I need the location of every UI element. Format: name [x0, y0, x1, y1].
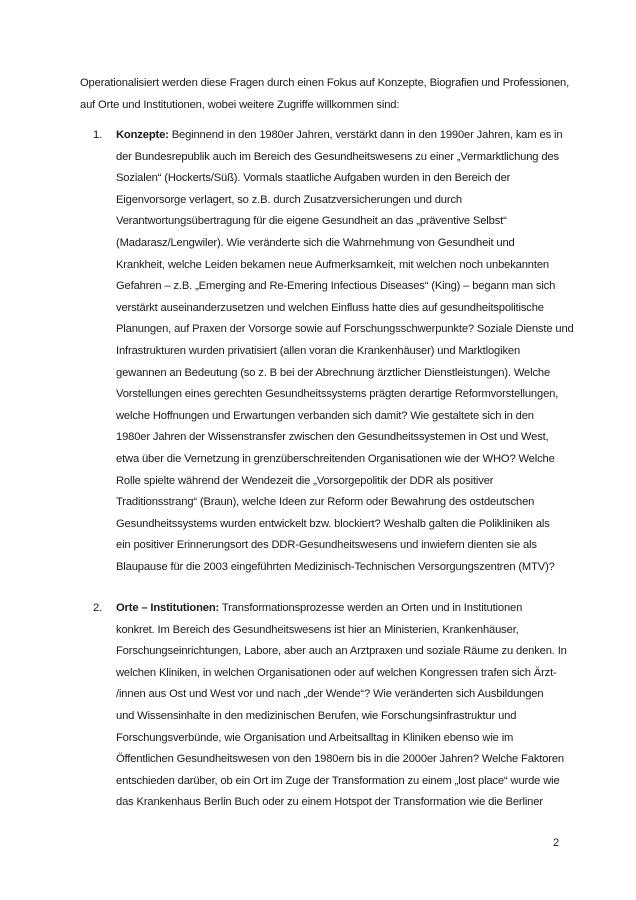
list-item-number: 2.	[93, 602, 103, 614]
list-item-line: Blaupause für die 2003 eingeführten Medizinisch-Technischen Versorgungszentren (MTV)?	[116, 561, 555, 573]
list-item-line: etwa über die Vernetzung in grenzüberschreitenden Organisationen wie der WHO? Welche	[116, 453, 555, 465]
list-item-line: entschieden darüber, ob ein Ort im Zuge der Transformation zu einem „lost place“ wurde wie	[116, 774, 560, 787]
list-item-line: Planungen, auf Praxen der Vorsorge sowie auf Forschungsschwerpunkte? Soziale Dienste und	[116, 323, 574, 336]
list-item-line: verstärkt auseinanderzusetzen und welchen Einfluss hatte dies auf gesundheitspolitische	[116, 301, 544, 314]
intro-line: Operationalisiert werden diese Fragen durch einen Fokus auf Konzepte, Biografien und Professionen,	[80, 77, 570, 89]
list-item-line: Rolle spielte während der Wendezeit die „Vorsorgepolitik der DDR als positiver	[116, 474, 494, 487]
list-item-line: konkret. Im Bereich des Gesundheitswesens ist hier an Ministerien, Krankenhäuser,	[116, 623, 519, 636]
list-item-text: Beginnend in den 1980er Jahren, verstärkt dann in den 1990er Jahren, kam es in	[168, 129, 563, 141]
list-item-line: ein positiver Erinnerungsort des DDR-Gesundheitswesens und inwiefern dienten sie als	[116, 539, 537, 552]
list-item-line: welche Hoffnungen und Erwartungen verbanden sich damit? Wie gestaltete sich in den	[116, 409, 534, 422]
list-item-line: gewannen an Bedeutung (so z. B bei der Abrechnung ärztlicher Dienstleistungen). Welche	[116, 366, 551, 379]
list-item-line: 1980er Jahren der Wissenstransfer zwischen den Gesundheitssystemen in Ost und West,	[116, 431, 549, 444]
list-item-line: und Wissensinhalte in den medizinischen Berufen, wie Forschungsinfrastruktur und	[116, 710, 517, 722]
list-item-line: der Bundesrepublik auch im Bereich des Gesundheitswesens zu einer „Vermarktlichung des	[116, 150, 559, 163]
page-number: 2	[553, 837, 560, 849]
list-item-line: Verantwortungsübertragung für die eigene Gesundheit an das „präventive Selbst“	[116, 215, 507, 228]
list-item-line: Traditionsstrang“ (Braun), welche Ideen zur Reform oder Bewahrung des ostdeutschen	[116, 496, 535, 509]
list-item-first-line	[116, 128, 562, 142]
list-item-first-line	[116, 601, 522, 615]
intro-line: auf Orte und Institutionen, wobei weitere Zugriffe willkommen sind:	[80, 99, 400, 111]
list-item-heading: Orte – Institutionen:	[116, 602, 220, 614]
list-item-heading: Konzepte:	[116, 129, 169, 141]
list-item-line: welchen Kliniken, in welchen Organisationen oder auf welchen Kongressen trafen sich Ärzt-	[116, 666, 557, 679]
list-item-line: Öffentlichen Gesundheitswesen von den 1980ern bis in die 2000er Jahren? Welche Faktoren	[116, 753, 565, 766]
list-item-line: Forschungsverbünde, wie Organisation und Arbeitsalltag in Kliniken ebenso wie im	[116, 731, 514, 744]
list-item-text: Transformationsprozesse werden an Orten und in Institutionen	[219, 602, 523, 614]
list-item-line: (Madarasz/Lengwiler). Wie veränderte sich die Wahrnehmung von Gesundheit und	[116, 237, 515, 249]
list-item-line: Sozialen“ (Hockerts/Süß). Vormals staatliche Aufgaben wurden in den Bereich der	[116, 172, 511, 185]
list-item-line: /innen aus Ost und West vor und nach „der Wende“? Wie veränderten sich Ausbildungen	[116, 688, 544, 701]
list-item-line: Vorstellungen eines gerechten Gesundheitssystems prägten derartige Reformvorstellungen,	[116, 388, 559, 401]
list-item-line: Forschungseinrichtungen, Labore, aber auch an Arztpraxen und soziale Räume zu denken. In	[116, 645, 567, 658]
list-item-line: Gefahren – z.B. „Emerging and Re-Emering Infectious Diseases“ (King) – begann man sich	[116, 280, 556, 293]
list-item-line: Krankheit, welche Leiden bekamen neue Aufmerksamkeit, mit welchen noch unbekannten	[116, 258, 549, 271]
list-item-line: das Krankenhaus Berlin Buch oder zu einem Hotspot der Transformation wie die Berliner	[116, 796, 543, 809]
list-item-number: 1.	[93, 129, 103, 141]
list-item-line: Eigenvorsorge verlagert, so z.B. durch Zusatzversicherungen und durch	[116, 193, 462, 206]
list-item-line: Gesundheitssystems wurden entwickelt bzw. blockiert? Weshalb galten die Polikliniken als	[116, 517, 550, 530]
list-item-line: Infrastrukturen wurden privatisiert (allen voran die Krankenhäuser) und Marktlogiken	[116, 345, 521, 357]
